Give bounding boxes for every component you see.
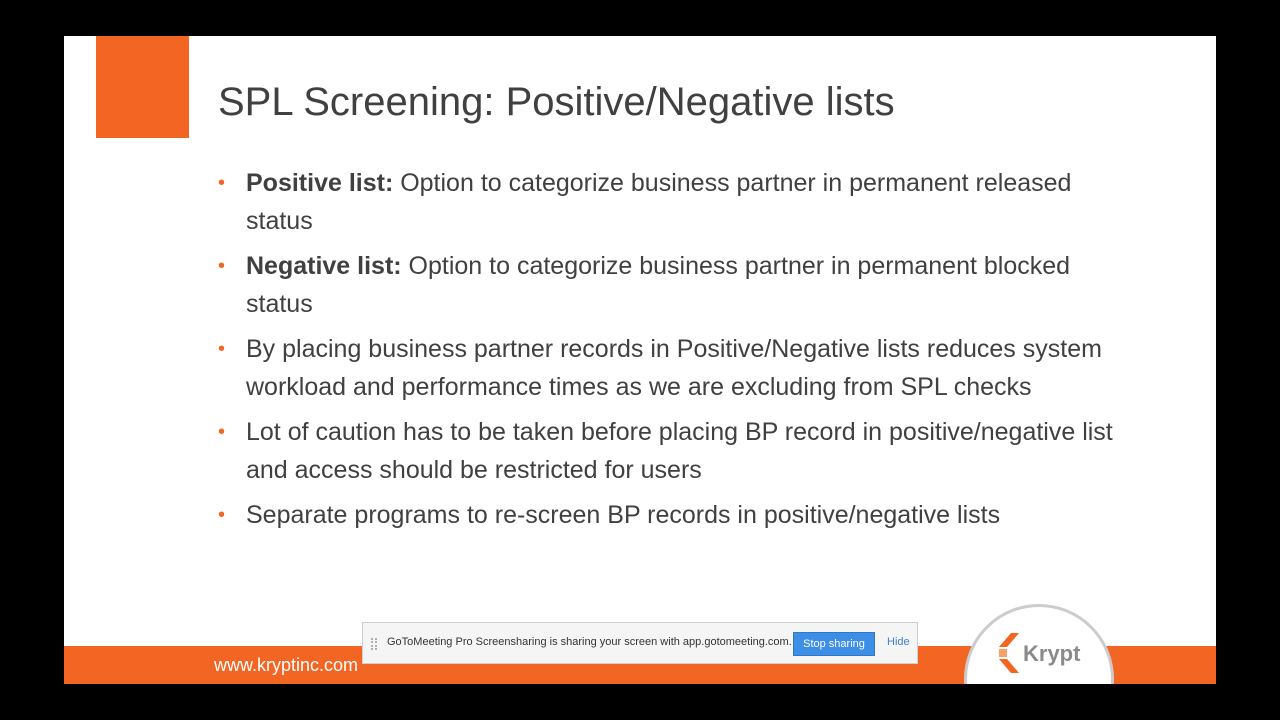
bullet-dot: • [218,421,226,443]
krypt-logo [964,604,1114,684]
bullet-text: Option to categorize business partner in permanent released status [246,169,1072,235]
bullet-text: Option to categorize business partner in permanent blocked status [246,252,1071,318]
bullet-list [214,164,1114,541]
screenshare-notification-bar [362,622,918,664]
bullet-dot: • [218,504,226,526]
bullet-text: Lot of caution has to be taken before placing BP record in positive/negative list and access should be restricted for users [246,418,1113,484]
bullet-text: Separate programs to re-screen BP records in positive/negative lists [246,501,1001,529]
drag-handle-icon[interactable] [371,638,377,650]
bullet-dot: • [218,255,226,277]
logo-text: Krypt [1023,641,1081,666]
bullet-dot: • [218,172,226,194]
accent-square [96,36,189,138]
hide-link[interactable]: Hide [887,636,910,648]
footer-url: www.kryptinc.com [214,655,359,675]
bullet-item [214,164,1114,240]
bullet-bold-label: Negative list: [246,252,402,280]
bullet-item [214,496,1114,534]
bullet-item [214,413,1114,489]
screenshare-message: GoToMeeting Pro Screensharing is sharing your screen with app.gotomeeting.com. [387,636,792,648]
bullet-item [214,330,1114,406]
slide-title: SPL Screening: Positive/Negative lists [218,80,895,124]
bullet-bold-label: Positive list: [246,169,394,197]
presentation-slide [64,36,1216,684]
bullet-item [214,247,1114,323]
bullet-text: By placing business partner records in Positive/Negative lists reduces system workload and performance times as we are excluding from SPL checks [246,335,1102,401]
krypt-logo-icon [997,633,1023,673]
stop-sharing-button[interactable]: Stop sharing [793,632,875,656]
bullet-dot: • [218,338,226,360]
